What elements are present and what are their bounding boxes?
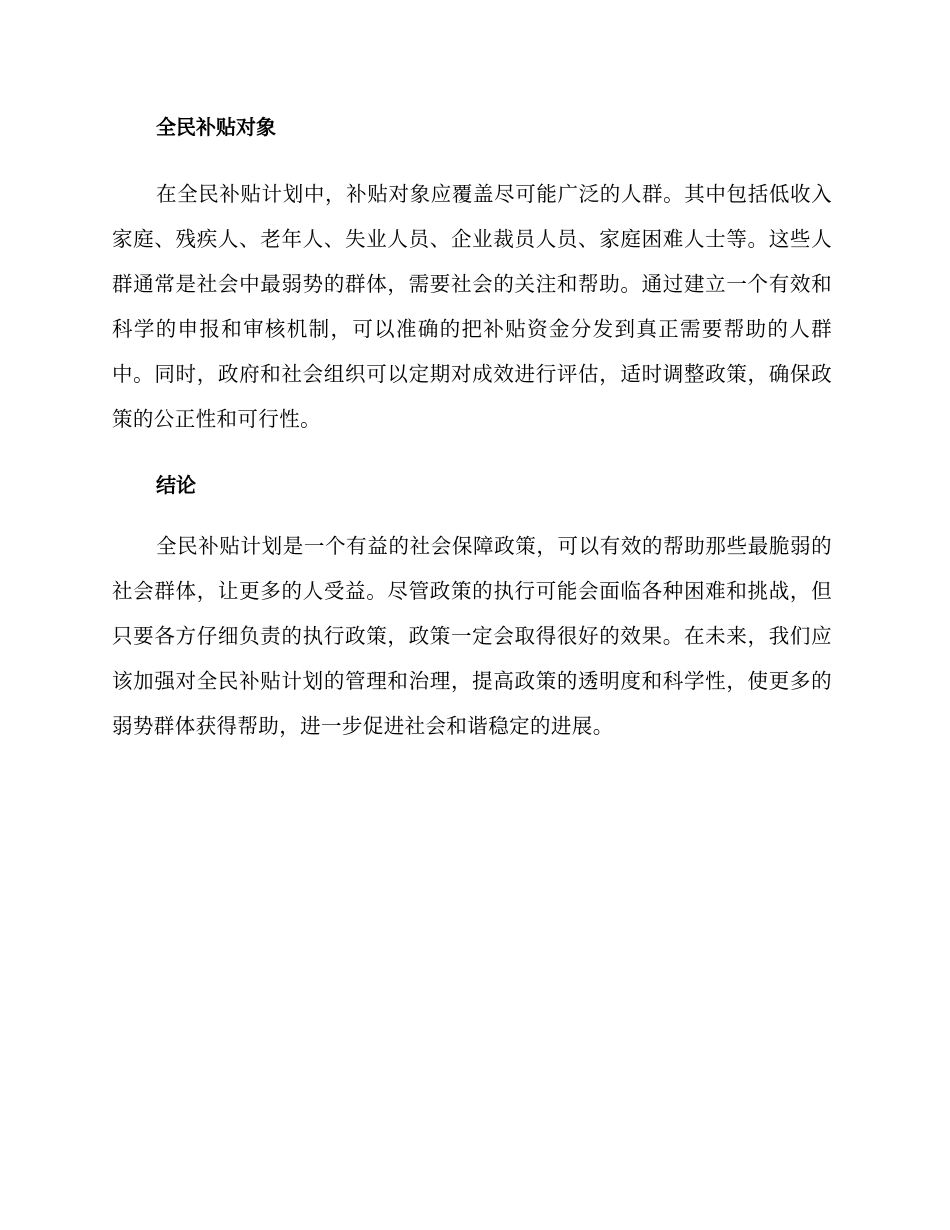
- section-heading: 全民补贴对象: [156, 115, 276, 139]
- section-paragraph: 全民补贴计划是一个有益的社会保障政策，可以有效的帮助那些最脆弱的社会群体，让更多的人受益。尽管政策的执行可能会面临各种困难和挑战，但只要各方仔细负责的执行政策，政策一定会取得很好的效果。在未来，我们应该加强对全民补贴计划的管理和治理，提高政策的透明度和科学性，使更多的弱势群体获得帮助，进一步促进社会和谐稳定的进展。: [112, 534, 832, 738]
- section-heading: 结论: [156, 473, 196, 497]
- section-conclusion: [112, 470, 832, 749]
- section-paragraph: 在全民补贴计划中，补贴对象应覆盖尽可能广泛的人群。其中包括低收入家庭、残疾人、老年人、失业人员、企业裁员人员、家庭困难人士等。这些人群通常是社会中最弱势的群体，需要社会的关注和帮助。通过建立一个有效和科学的申报和审核机制，可以准确的把补贴资金分发到真正需要帮助的人群中。同时，政府和社会组织可以定期对成效进行评估，适时调整政策，确保政策的公正性和可行性。: [112, 182, 832, 431]
- document-page: [112, 112, 832, 749]
- section-subsidy-recipients: [112, 112, 832, 442]
